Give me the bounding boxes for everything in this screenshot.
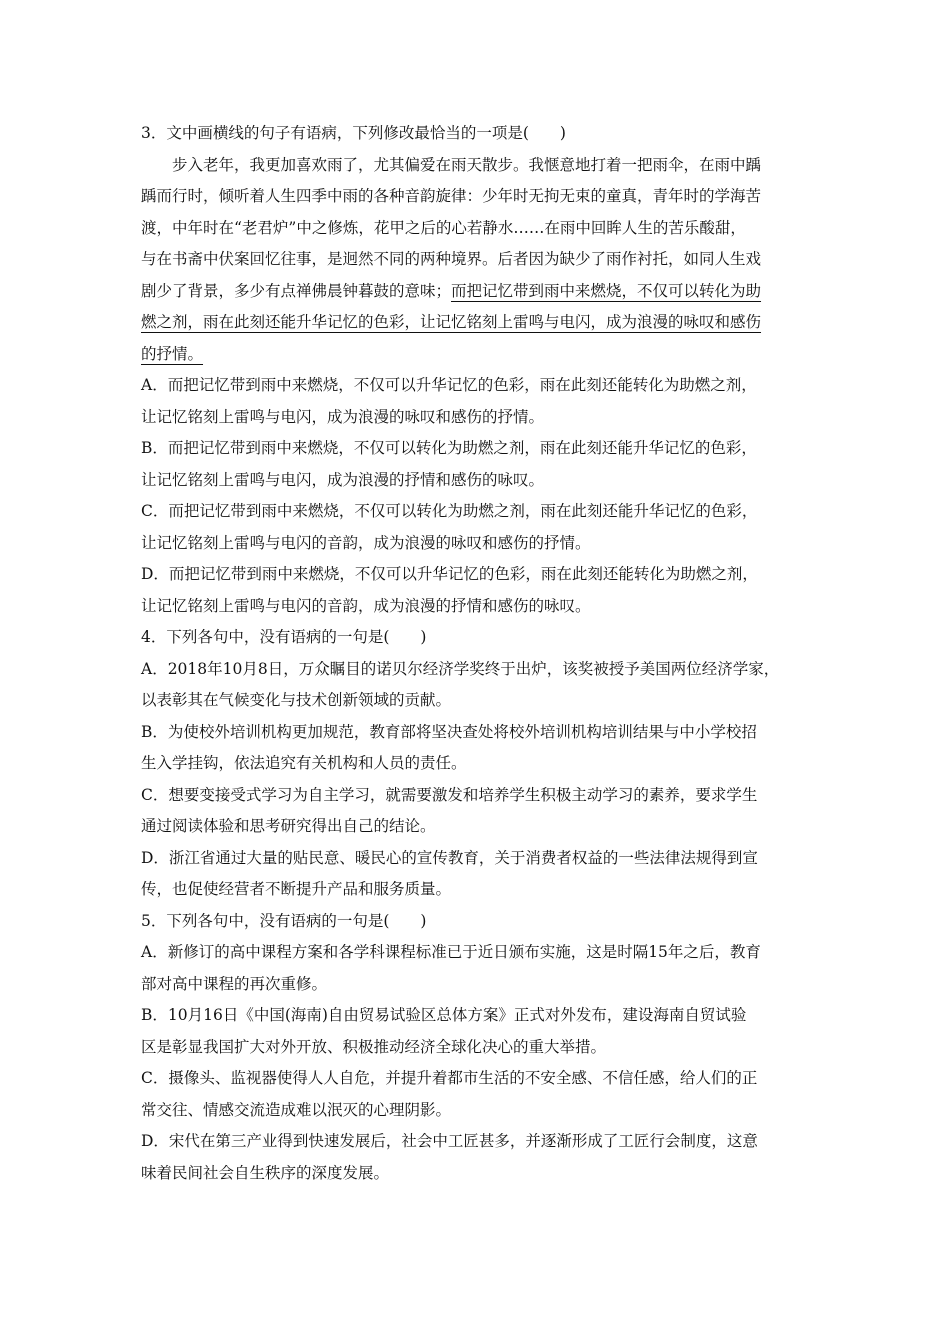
option-c-line: 常交往、情感交流造成难以泯灭的心理阴影。 — [141, 1100, 452, 1119]
option-d-line: 味着民间社会自生秩序的深度发展。 — [141, 1163, 390, 1182]
option-d-line: D．宋代在第三产业得到快速发展后，社会中工匠甚多，并逐渐形成了工匠行会制度，这意 — [141, 1132, 758, 1150]
option-a-line: A．新修订的高中课程方案和各学科课程标准已于近日颁布实施，这是时隔15年之后，教育 — [141, 943, 761, 961]
option-d-line: 传，也促使经营者不断提升产品和服务质量。 — [141, 880, 452, 898]
underlined-sentence: 的抒情。 — [141, 344, 204, 363]
passage-line: 与在书斋中伏案回忆往事，是迥然不同的两种境界。后者因为缺少了雨作衬托，如同人生戏 — [141, 250, 762, 268]
option-c-line: 让记忆铭刻上雷鸣与电闪的音韵，成为浪漫的咏叹和感伤的抒情。 — [141, 533, 591, 552]
option-a-line: A．而把记忆带到雨中来燃烧，不仅可以升华记忆的色彩，雨在此刻还能转化为助燃之剂， — [141, 376, 757, 394]
option-b-line: B．而把记忆带到雨中来燃烧，不仅可以转化为助燃之剂，雨在此刻还能升华记忆的色彩， — [141, 439, 757, 457]
option-c-line: C．摄像头、监视器使得人人自危，并提升着都市生活的不安全感、不信任感，给人们的正 — [141, 1069, 758, 1087]
option-a-line: 以表彰其在气候变化与技术创新领域的贡献。 — [141, 691, 452, 709]
passage-text: 剧少了背景，多少有点禅佛晨钟暮鼓的意味； — [141, 281, 452, 300]
option-d-line: D．浙江省通过大量的贴民意、暖民心的宣传教育，关于消费者权益的一些法律法规得到宣 — [141, 848, 758, 867]
option-c-line: C．而把记忆带到雨中来燃烧，不仅可以转化为助燃之剂，雨在此刻还能升华记忆的色彩， — [141, 502, 758, 520]
question-3-stem: 3．文中画横线的句子有语病，下列修改最恰当的一项是( ) — [141, 124, 566, 142]
option-c-line: C．想要变接受式学习为自主学习，就需要激发和培养学生积极主动学习的素养，要求学生 — [141, 785, 758, 804]
option-d-line: 让记忆铭刻上雷鸣与电闪的音韵，成为浪漫的抒情和感伤的咏叹。 — [141, 596, 591, 615]
option-b-line: 生入学挂钩，依法追究有关机构和人员的责任。 — [141, 754, 467, 772]
passage-line: 踽而行时，倾听着人生四季中雨的各种音韵旋律：少年时无拘无束的童真，青年时的学海苦 — [141, 187, 762, 205]
option-b-line: 让记忆铭刻上雷鸣与电闪，成为浪漫的抒情和感伤的咏叹。 — [141, 470, 545, 489]
passage-line: 步入老年，我更加喜欢雨了，尤其偏爱在雨天散步。我惬意地打着一把雨伞，在雨中踽 — [172, 155, 762, 174]
option-a-line: 让记忆铭刻上雷鸣与电闪，成为浪漫的咏叹和感伤的抒情。 — [141, 407, 545, 426]
option-a-line: A．2018年10月8日，万众瞩目的诺贝尔经济学奖终于出炉，该奖被授予美国两位经济学家， — [141, 659, 780, 678]
option-b-line: 区是彰显我国扩大对外开放、积极推动经济全球化决心的重大举措。 — [141, 1037, 607, 1056]
option-b-line: B．为使校外培训机构更加规范，教育部将坚决查处将校外培训机构培训结果与中小学校招 — [141, 722, 757, 741]
option-d-line: D．而把记忆带到雨中来燃烧，不仅可以升华记忆的色彩，雨在此刻还能转化为助燃之剂， — [141, 565, 758, 583]
option-a-line: 部对高中课程的再次重修。 — [141, 974, 328, 993]
document-page — [141, 118, 813, 1189]
underlined-sentence: 燃之剂，雨在此刻还能升华记忆的色彩，让记忆铭刻上雷鸣与电闪，成为浪漫的咏叹和感伤 — [141, 313, 762, 331]
underlined-sentence: 而把记忆带到雨中来燃烧，不仅可以转化为助 — [451, 281, 762, 300]
question-4-stem: 4．下列各句中，没有语病的一句是( ) — [141, 628, 427, 646]
passage-line — [141, 276, 813, 308]
passage-line: 渡，中年时在“老君炉”中之修炼，花甲之后的心若静水……在雨中回眸人生的苦乐酸甜， — [141, 218, 746, 237]
option-b-line: B．10月16日《中国(海南)自由贸易试验区总体方案》正式对外发布，建设海南自贸试验 — [141, 1006, 747, 1024]
option-c-line: 通过阅读体验和思考研究得出自己的结论。 — [141, 817, 436, 835]
question-5-stem: 5．下列各句中，没有语病的一句是( ) — [141, 911, 427, 930]
